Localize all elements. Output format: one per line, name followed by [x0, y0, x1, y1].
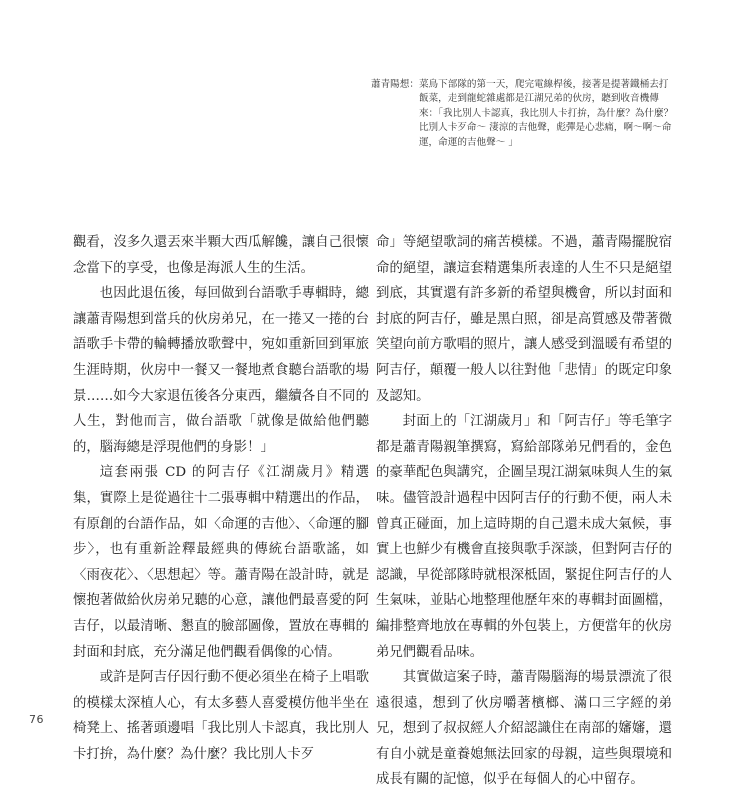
paragraph: 也因此退伍後，每回做到台語歌手專輯時，總讓蕭青陽想到當兵的伙房弟兄，在一捲又一捲的台語歌手卡帶的輪轉播放歌聲中，宛如重新回到軍旅生涯時期，伙房中一餐又一餐地煮食聽台語歌的場景……如今大家退伍後各分東西，繼續各自不同的人生，對他而言，做台語歌「就像是做給他們聽的，腦海總是浮現他們的身影！」: [73, 286, 369, 455]
caption-text: 菜鳥下部隊的第一天，爬完電線桿後，接著是提著鐵桶去打飯菜，走到龍蛇雜處都是江湖兄弟的伙房，聽到收音機傳來：「我比別人卡認真，我比別人卡打拚，為什麼？為什麼？比別人卡歹命～ 淒涼的吉他聲，彪彈是心悲痛，啊～啊～命運，命運的吉他聲～ 」: [418, 79, 674, 148]
caption-label: 蕭青陽想：: [371, 79, 419, 90]
paragraph: 這套兩張 CD 的阿吉仔《江湖歲月》精選集，實際上是從過往十二張專輯中精選出的作品，有原創的台語作品，如〈命運的吉他〉、〈命運的腳步〉，也有重新詮釋最經典的傳統台語歌謠，如〈雨夜花〉、〈思想起〉等。蕭青陽在設計時，就是懷抱著做給伙房弟兄聽的心意，讓他們最喜愛的阿吉仔，以最清晰、懇直的臉部圖像，置放在專輯的封面和封底，充分滿足他們觀看偶像的心情。: [73, 465, 369, 660]
page-number: 76: [29, 713, 44, 726]
right-text-column: [376, 230, 672, 793]
paragraph: 封面上的「江湖歲月」和「阿吉仔」等毛筆字都是蕭青陽親筆撰寫，寫給部隊弟兄們看的，金色的豪華配色與講究，企圖呈現江湖氣味與人生的氣味。儘管設計過程中因阿吉仔的行動不便，兩人未曾真正碰面，加上這時期的自己還未成大氣候，事實上也鮮少有機會直接與歌手深談，但對阿吉仔的認識，早從部隊時就根深柢固，緊捉住阿吉仔的人生氣味，並貼心地整理他歷年來的專輯封面圖檔，編排整齊地放在專輯的外包裝上，方便當年的伙房弟兄們觀看品味。: [376, 414, 672, 660]
paragraph: 命」等絕望歌詞的痛苦模樣。不過，蕭青陽擺脫宿命的絕望，讓這套精選集所表達的人生不只是絕望到底，其實還有許多新的希望與機會，所以封面和封底的阿吉仔，雖是黑白照，卻是高質感及帶著微笑望向前方歌唱的照片，讓人感受到溫暖有希望的阿吉仔，顛覆一般人以往對他「悲情」的既定印象及認知。: [376, 235, 672, 404]
photo-caption: [371, 78, 676, 150]
paragraph: 觀看，沒多久還丟來半顆大西瓜解饞，讓自己很懷念當下的享受，也像是海派人生的生活。: [73, 235, 369, 276]
paragraph: 其實做這案子時，蕭青陽腦海的場景漂流了很遠很遠，想到了伙房嚼著檳榔、滿口三字經的弟兄，想到了叔叔經人介紹認識住在南部的嬸嬸，還有自小就是童養媳無法回家的母親，這些與環境和成長有關的記憶，似乎在每個人的心中留存。: [376, 670, 672, 788]
paragraph: 或許是阿吉仔因行動不便必須坐在椅子上唱歌的模樣太深植人心，有太多藝人喜愛模仿他半坐在椅凳上、搖著頭邊唱「我比別人卡認真，我比別人卡打拚，為什麼？為什麼？我比別人卡歹: [73, 670, 369, 762]
left-text-column: [73, 230, 369, 767]
